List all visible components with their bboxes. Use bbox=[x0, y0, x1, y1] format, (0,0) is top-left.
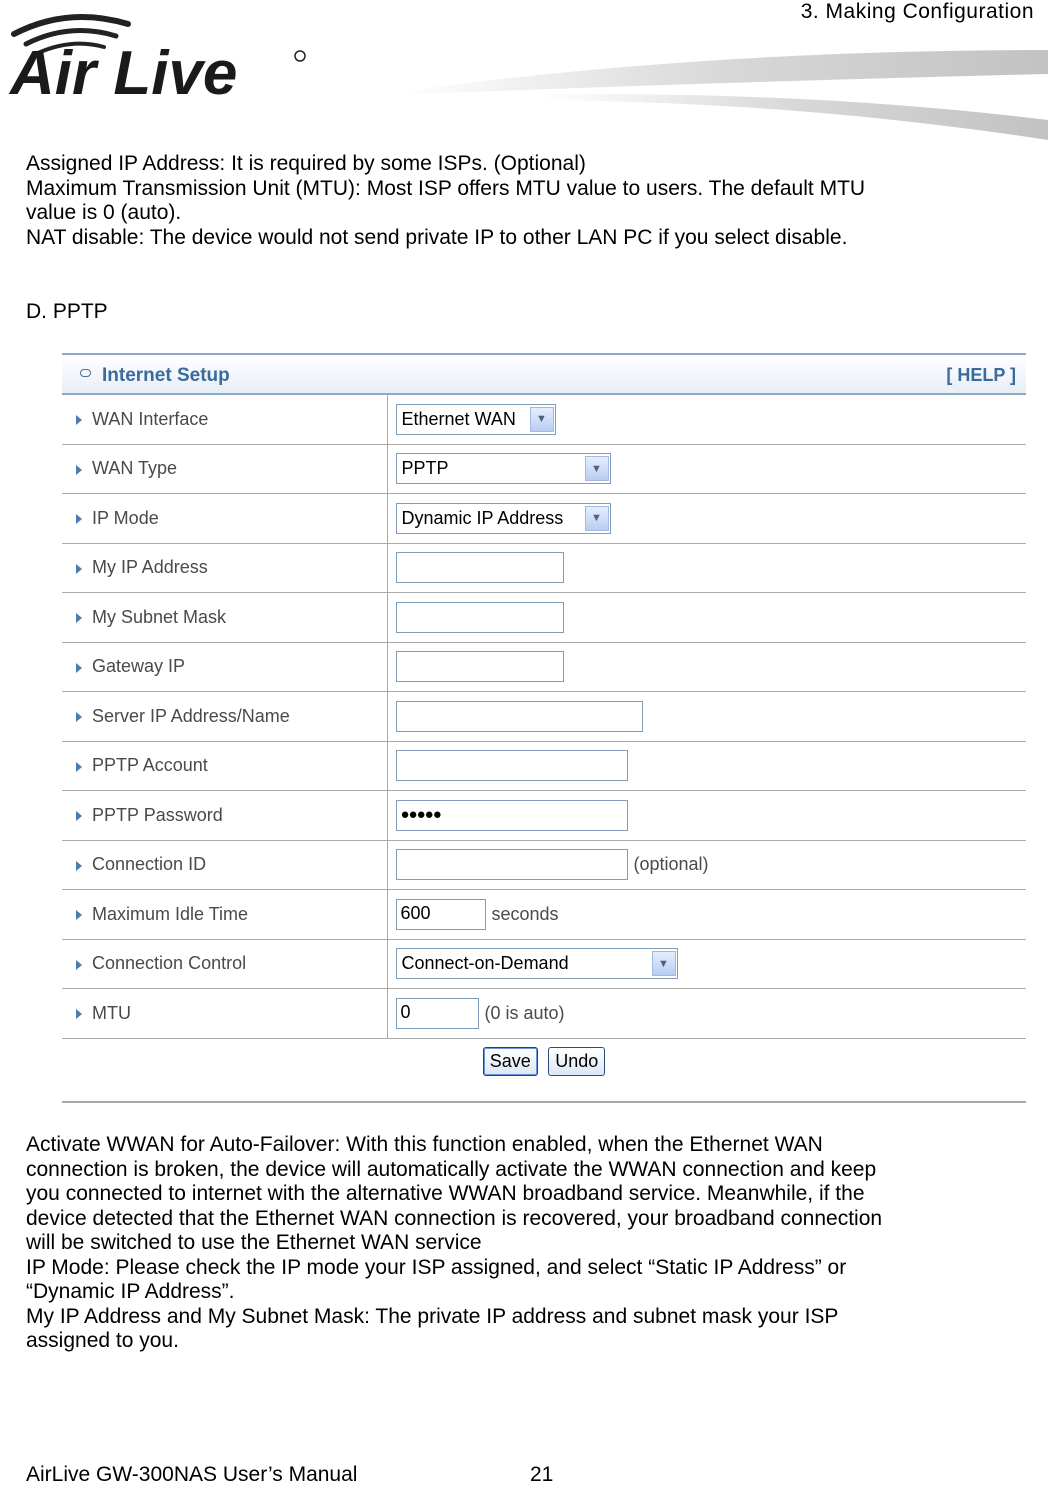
bullet-icon bbox=[80, 369, 91, 377]
svg-text:Air Live: Air Live bbox=[10, 39, 238, 106]
arrow-icon bbox=[76, 415, 82, 425]
row-label: Maximum Idle Time bbox=[92, 903, 249, 924]
page-number: 21 bbox=[530, 1463, 554, 1486]
help-link[interactable]: [ HELP ] bbox=[946, 365, 1016, 385]
arrow-icon bbox=[76, 514, 82, 524]
wan-type-select[interactable]: PPTP ▼ bbox=[396, 453, 611, 484]
row-label: Server IP Address/Name bbox=[92, 705, 290, 726]
row-label: My IP Address bbox=[92, 557, 208, 578]
body-line: connection is broken, the device will automatically activate the WWAN connection and keep bbox=[26, 1157, 877, 1181]
undo-button[interactable]: Undo bbox=[548, 1047, 605, 1076]
table-row bbox=[62, 939, 1026, 989]
my-subnet-mask-input[interactable] bbox=[396, 602, 564, 633]
internet-setup-panel bbox=[62, 353, 1026, 1103]
arrow-icon bbox=[76, 663, 82, 673]
row-label: My Subnet Mask bbox=[92, 606, 227, 627]
section-title: D. PPTP bbox=[26, 300, 108, 323]
pptp-account-input[interactable] bbox=[396, 750, 628, 781]
table-row bbox=[62, 840, 1026, 890]
settings-table bbox=[62, 395, 1026, 1039]
seconds-unit: seconds bbox=[491, 903, 559, 924]
arrow-icon bbox=[76, 712, 82, 722]
optional-note: (optional) bbox=[633, 854, 709, 875]
ip-mode-select[interactable]: Dynamic IP Address ▼ bbox=[396, 503, 611, 534]
manual-footer: AirLive GW-300NAS User’s Manual bbox=[26, 1463, 358, 1486]
wan-interface-select[interactable]: Ethernet WAN ▼ bbox=[396, 404, 556, 435]
row-label: IP Mode bbox=[92, 507, 159, 528]
table-row bbox=[62, 444, 1026, 494]
intro-line: value is 0 (auto). bbox=[26, 201, 182, 224]
row-label: MTU bbox=[92, 1002, 131, 1023]
table-row bbox=[62, 692, 1026, 742]
table-row bbox=[62, 593, 1026, 643]
mtu-note: (0 is auto) bbox=[484, 1002, 565, 1023]
panel-title: Internet Setup bbox=[102, 365, 230, 386]
row-label: Connection ID bbox=[92, 854, 207, 875]
arrow-icon bbox=[76, 564, 82, 574]
intro-line: NAT disable: The device would not send private IP to other LAN PC if you select disable. bbox=[26, 225, 848, 249]
panel-header bbox=[62, 353, 1026, 395]
chevron-down-icon[interactable]: ▼ bbox=[585, 506, 609, 531]
connection-control-select[interactable]: Connect-on-Demand ▼ bbox=[396, 948, 678, 979]
connection-id-input[interactable] bbox=[396, 849, 628, 880]
body-paragraph bbox=[26, 1133, 882, 1354]
body-line: you connected to internet with the alternative WWAN broadband service. Meanwhile, if the bbox=[26, 1182, 865, 1205]
table-row bbox=[62, 791, 1026, 841]
row-label: PPTP Password bbox=[92, 804, 223, 825]
arrow-icon bbox=[76, 465, 82, 475]
intro-line: Assigned IP Address: It is required by some ISPs. (Optional) bbox=[26, 152, 586, 175]
chevron-down-icon[interactable]: ▼ bbox=[585, 456, 609, 481]
intro-line: Maximum Transmission Unit (MTU): Most ISP offers MTU value to users. The default MTU bbox=[26, 176, 866, 200]
table-row bbox=[62, 741, 1026, 791]
arrow-icon bbox=[76, 811, 82, 821]
table-row bbox=[62, 395, 1026, 444]
server-ip-input[interactable] bbox=[396, 701, 643, 732]
table-row bbox=[62, 642, 1026, 692]
row-label: PPTP Account bbox=[92, 755, 208, 776]
body-line: will be switched to use the Ethernet WAN service bbox=[26, 1231, 482, 1254]
arrow-icon bbox=[76, 960, 82, 970]
chevron-down-icon[interactable]: ▼ bbox=[530, 407, 554, 432]
body-line: Activate WWAN for Auto-Failover: With this function enabled, when the Ethernet WAN bbox=[26, 1133, 823, 1156]
my-ip-address-input[interactable] bbox=[396, 552, 564, 583]
arrow-icon bbox=[76, 613, 82, 623]
table-row bbox=[62, 890, 1026, 940]
button-row bbox=[62, 1039, 1026, 1076]
arrow-icon bbox=[76, 861, 82, 871]
header-swoosh bbox=[400, 30, 1048, 150]
gateway-ip-input[interactable] bbox=[396, 651, 564, 682]
table-row bbox=[62, 989, 1026, 1039]
body-line: IP Mode: Please check the IP mode your ISP assigned, and select “Static IP Address” or bbox=[26, 1255, 847, 1279]
save-button[interactable]: Save bbox=[483, 1047, 538, 1076]
chevron-down-icon[interactable]: ▼ bbox=[652, 951, 676, 976]
row-label: Gateway IP bbox=[92, 656, 186, 677]
body-line: “Dynamic IP Address”. bbox=[26, 1280, 235, 1303]
idle-time-input[interactable]: 600 bbox=[396, 899, 486, 930]
body-line: assigned to you. bbox=[26, 1329, 179, 1352]
table-row bbox=[62, 494, 1026, 544]
mtu-input[interactable]: 0 bbox=[396, 998, 479, 1029]
airlive-logo bbox=[8, 6, 328, 106]
panel-divider bbox=[62, 1101, 1026, 1103]
row-label: Connection Control bbox=[92, 953, 247, 974]
body-line: My IP Address and My Subnet Mask: The private IP address and subnet mask your ISP bbox=[26, 1304, 839, 1328]
body-line: device detected that the Ethernet WAN connection is recovered, your broadband connection bbox=[26, 1206, 883, 1230]
arrow-icon bbox=[76, 1009, 82, 1019]
chapter-heading: 3. Making Configuration bbox=[800, 0, 1034, 23]
table-row bbox=[62, 543, 1026, 593]
arrow-icon bbox=[76, 762, 82, 772]
row-label: WAN Interface bbox=[92, 408, 209, 429]
intro-paragraph bbox=[26, 152, 865, 250]
pptp-password-input[interactable]: ●●●●● bbox=[396, 800, 628, 831]
arrow-icon bbox=[76, 910, 82, 920]
row-label: WAN Type bbox=[92, 458, 178, 479]
